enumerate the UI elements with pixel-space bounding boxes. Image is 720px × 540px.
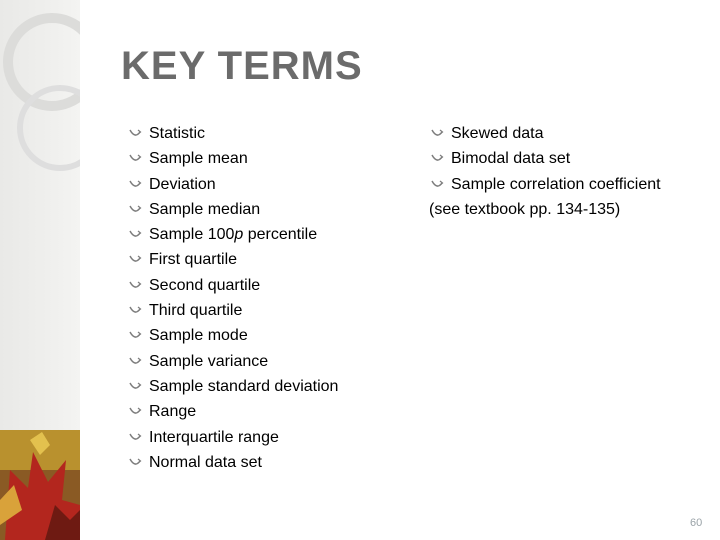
list-item xyxy=(430,172,661,197)
curved-arrow-bullet-icon xyxy=(128,425,142,450)
list-item xyxy=(128,273,338,298)
curved-arrow-bullet-icon xyxy=(430,146,444,171)
list-item-label: Sample variance xyxy=(149,352,269,370)
list-item-label: Range xyxy=(149,403,197,421)
curved-arrow-bullet-icon xyxy=(128,121,142,146)
list-item-label: Skewed data xyxy=(451,125,544,142)
list-item-label: Second quartile xyxy=(149,276,261,294)
list-item xyxy=(430,121,661,146)
list-item-label-pre: Sample 100 xyxy=(149,226,235,244)
curved-arrow-bullet-icon xyxy=(128,273,142,298)
key-terms-list-left xyxy=(128,121,338,475)
curved-arrow-bullet-icon xyxy=(430,172,444,197)
decorative-side-band xyxy=(0,0,80,540)
list-item-label: First quartile xyxy=(149,251,238,269)
curved-arrow-bullet-icon xyxy=(128,197,142,222)
list-item-label: Interquartile range xyxy=(149,428,279,446)
curved-arrow-bullet-icon xyxy=(128,450,142,475)
curved-arrow-bullet-icon xyxy=(128,247,142,272)
list-item xyxy=(128,121,338,146)
list-item-label: Statistic xyxy=(149,125,206,142)
list-item-label: Sample standard deviation xyxy=(149,377,339,395)
list-item xyxy=(128,450,338,475)
list-item xyxy=(430,146,661,171)
list-item-label: Normal data set xyxy=(149,453,262,471)
list-item-label: Third quartile xyxy=(149,302,243,320)
list-item xyxy=(128,323,338,348)
list-item xyxy=(128,222,338,247)
list-item xyxy=(128,247,338,272)
list-item xyxy=(128,146,338,171)
list-item-label: Bimodal data set xyxy=(451,150,571,168)
list-item xyxy=(128,172,338,197)
maple-leaves-image xyxy=(0,430,80,540)
curved-arrow-bullet-icon xyxy=(128,172,142,197)
curved-arrow-bullet-icon xyxy=(128,399,142,424)
curved-arrow-bullet-icon xyxy=(128,349,142,374)
curved-arrow-bullet-icon xyxy=(430,121,444,146)
list-item-label-italic: p xyxy=(234,226,244,244)
page-number: 60 xyxy=(690,517,703,529)
slide-title: KEY TERMS xyxy=(121,44,363,88)
list-item xyxy=(128,399,338,424)
curved-arrow-bullet-icon xyxy=(128,222,142,247)
textbook-reference-note: (see textbook pp. 134-135) xyxy=(429,201,621,218)
list-item xyxy=(128,349,338,374)
list-item-label: Sample correlation coefficient xyxy=(451,175,661,193)
list-item xyxy=(128,374,338,399)
key-terms-list-right xyxy=(430,121,661,197)
curved-arrow-bullet-icon xyxy=(128,298,142,323)
curved-arrow-bullet-icon xyxy=(128,146,142,171)
list-item xyxy=(128,197,338,222)
list-item-label: Sample mode xyxy=(149,327,248,345)
curved-arrow-bullet-icon xyxy=(128,323,142,348)
list-item-label-post: percentile xyxy=(243,226,318,244)
list-item-label: Deviation xyxy=(149,175,216,193)
list-item-label: Sample mean xyxy=(149,150,248,168)
list-item xyxy=(128,298,338,323)
list-item xyxy=(128,425,338,450)
curved-arrow-bullet-icon xyxy=(128,374,142,399)
list-item-label: Sample median xyxy=(149,200,261,218)
